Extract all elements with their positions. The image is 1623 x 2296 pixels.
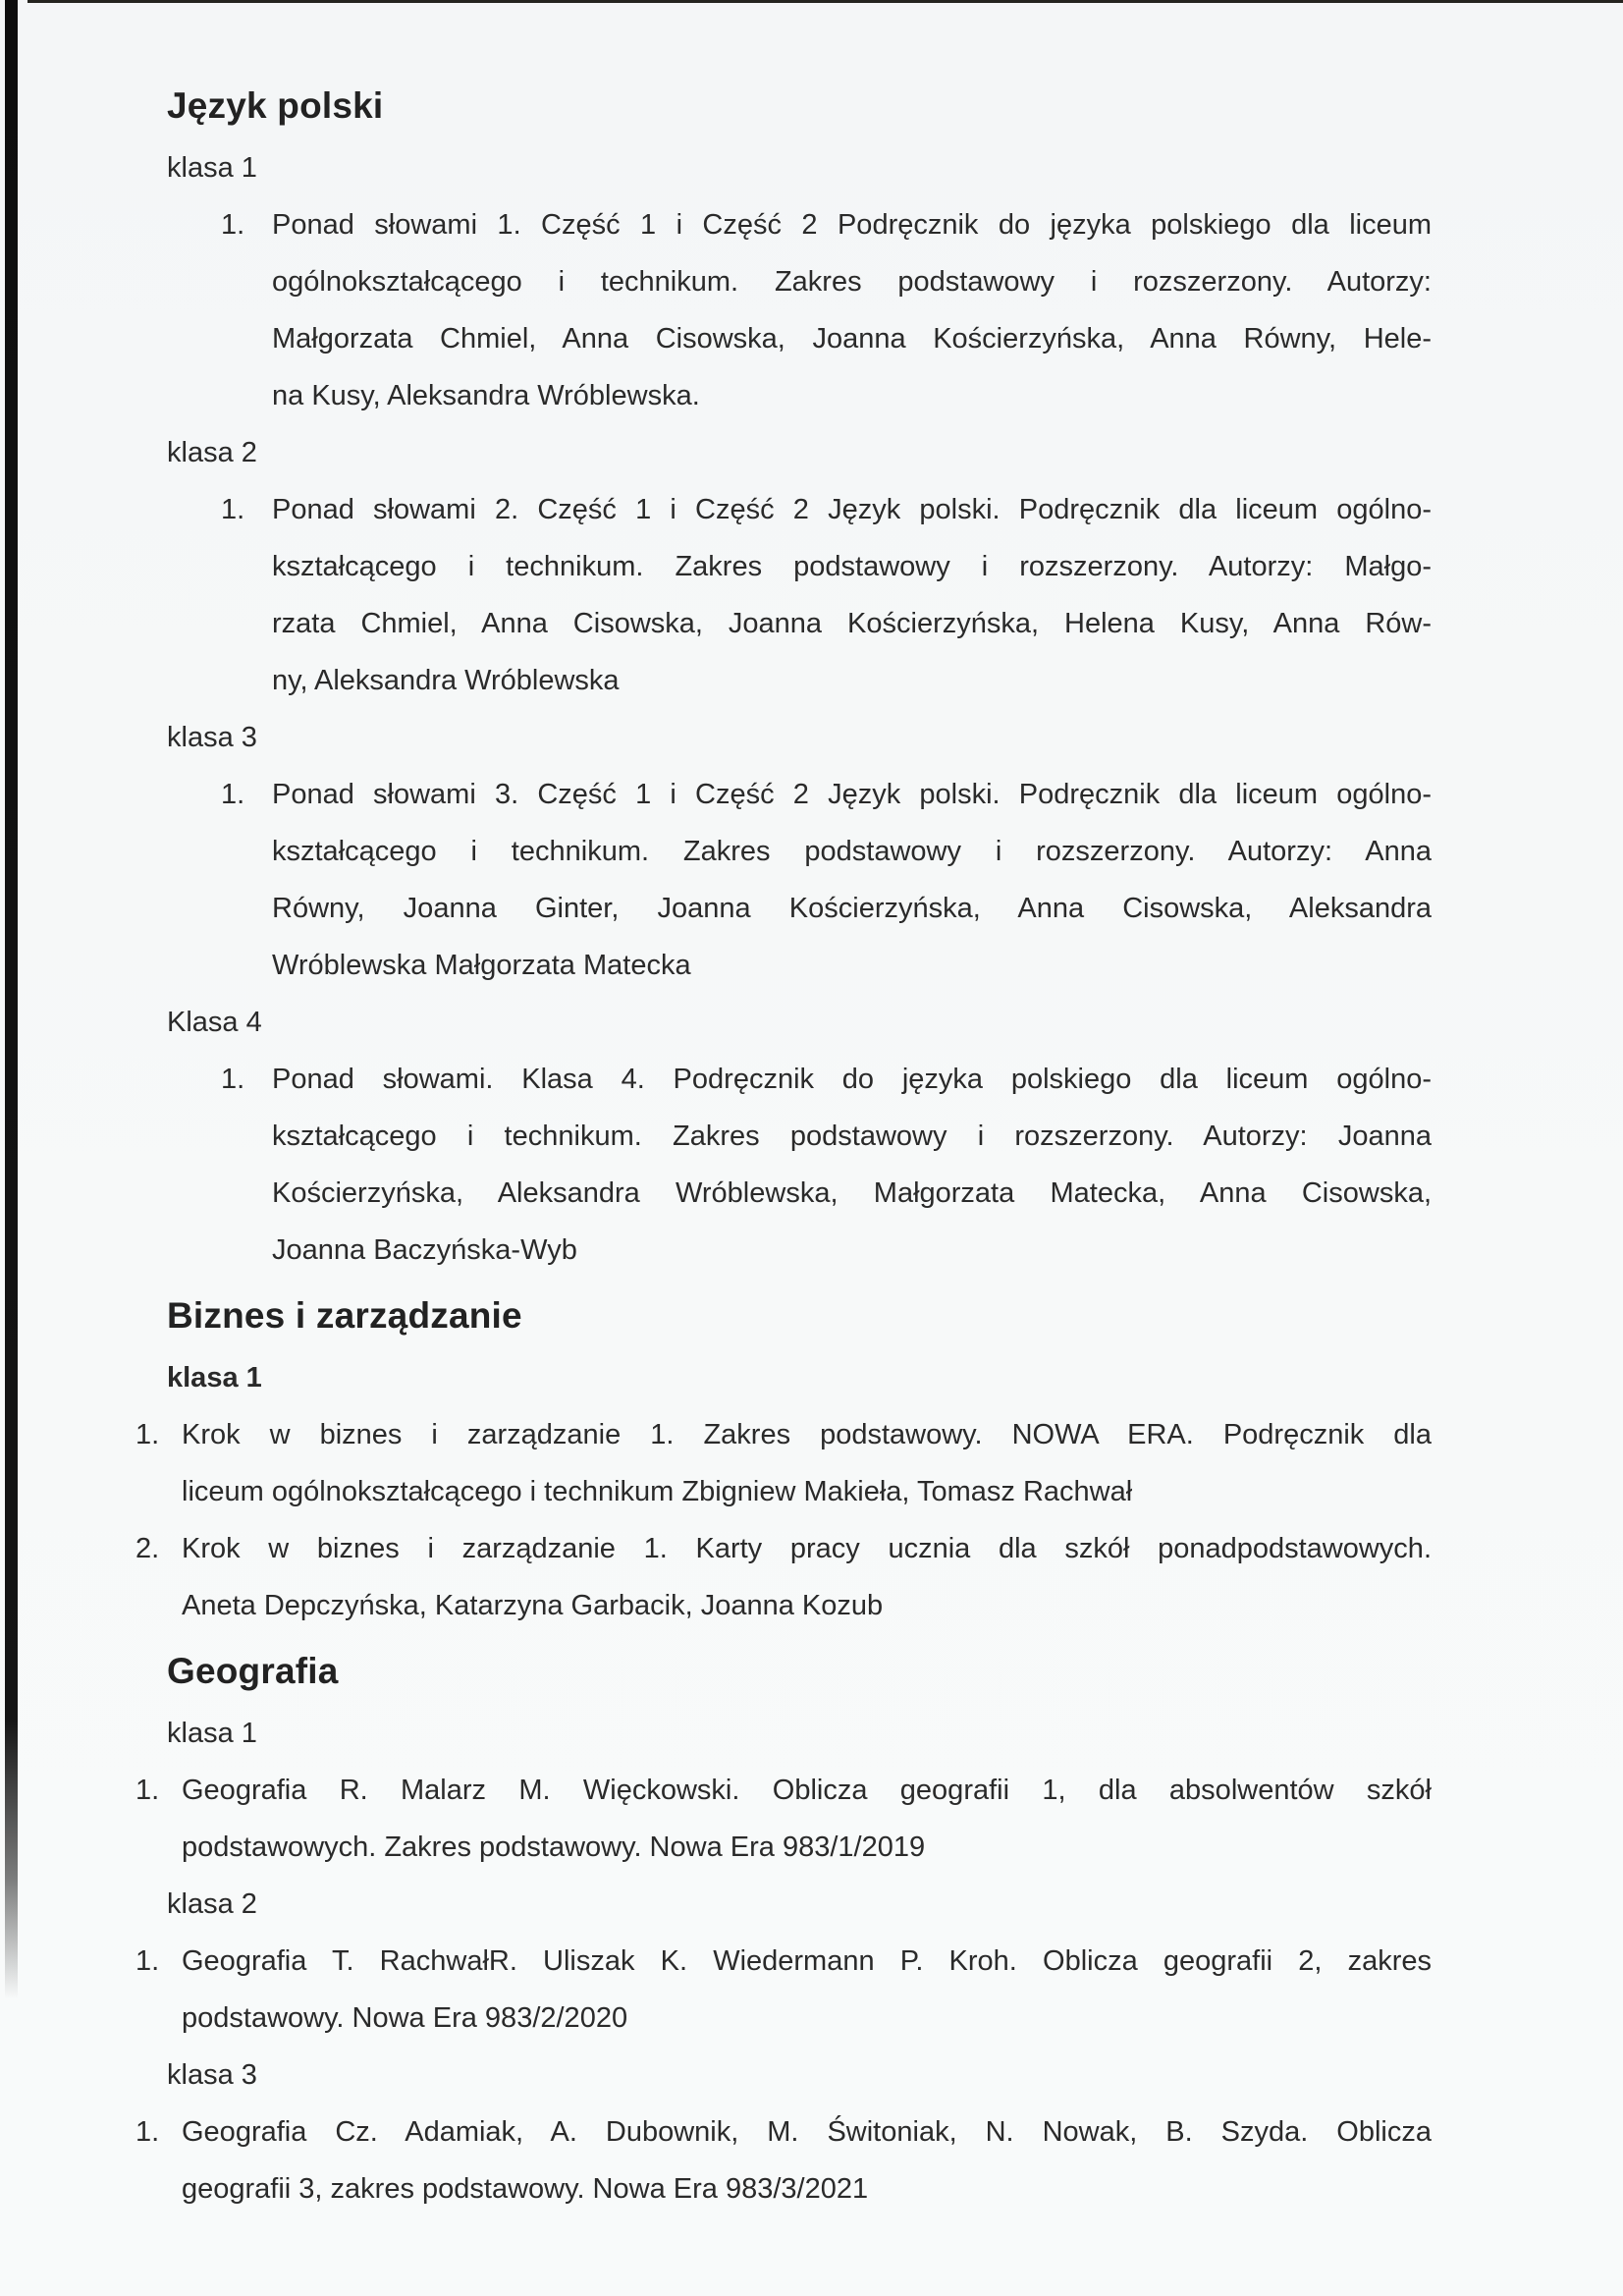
book-entry-line: Aneta Depczyńska, Katarzyna Garbacik, Joanna Kozub [182,1590,884,1621]
book-list [135,1406,1432,1634]
book-entry-line: podstawowy. Nowa Era 983/2/2020 [182,2002,628,2034]
book-entry-line: Ponad słowami 1. Część 1 i Część 2 Podręcznik do języka polskiego dla liceum [272,209,1432,241]
book-entry-line: Kościerzyńska, Aleksandra Wróblewska, Małgorzata Matecka, Anna Cisowska, [272,1177,1432,1209]
book-entry-line: Geografia R. Malarz M. Więckowski. Oblicza geografii 1, dla absolwentów szkół [182,1775,1432,1806]
book-entry [135,1520,1432,1634]
book-list [167,481,1432,709]
class-label: klasa 1 [167,1718,257,1749]
class-label: Klasa 4 [167,1007,262,1038]
list-number: 1. [135,1775,160,1806]
book-entry-line: Małgorzata Chmiel, Anna Cisowska, Joanna Kościerzyńska, Anna Równy, Hele- [272,323,1432,355]
book-entry-line: Geografia Cz. Adamiak, A. Dubownik, M. Świtoniak, N. Nowak, B. Szyda. Oblicza [182,2116,1432,2148]
book-entry [135,1406,1432,1520]
book-entry-line: ogólnokształcącego i technikum. Zakres podstawowy i rozszerzony. Autorzy: [272,266,1432,298]
class-label: klasa 1 [167,152,257,184]
list-number: 2. [135,1533,160,1564]
book-list [135,2104,1432,2217]
book-entry [167,766,1432,994]
book-entry-line: kształcącego i technikum. Zakres podstawowy i rozszerzony. Autorzy: Anna [272,836,1432,867]
book-entry-line: Ponad słowami 2. Część 1 i Część 2 Język polski. Podręcznik dla liceum ogólno- [272,494,1432,525]
book-entry-line: Ponad słowami. Klasa 4. Podręcznik do języka polskiego dla liceum ogólno- [272,1064,1432,1095]
book-entry [167,1051,1432,1279]
book-list [167,1051,1432,1279]
book-entry [135,1933,1432,2047]
book-entry-line: Joanna Baczyńska-Wyb [272,1234,577,1266]
list-number: 1. [221,1064,245,1095]
book-entry-line: na Kusy, Aleksandra Wróblewska. [272,380,700,411]
book-list [167,766,1432,994]
book-list [135,1762,1432,1876]
book-entry [135,2104,1432,2217]
book-list [167,196,1432,424]
book-entry-line: Krok w biznes i zarządzanie 1. Karty pracy ucznia dla szkół ponadpodstawowych. [182,1533,1432,1564]
section-heading-biznes: Biznes i zarządzanie [167,1295,522,1336]
list-number: 1. [221,494,245,525]
class-label: klasa 2 [167,1888,257,1920]
section-heading-geografia: Geografia [167,1651,339,1691]
book-entry-line: rzata Chmiel, Anna Cisowska, Joanna Kościerzyńska, Helena Kusy, Anna Rów- [272,608,1432,639]
book-entry [167,481,1432,709]
book-list [135,1933,1432,2047]
book-entry [167,196,1432,424]
list-number: 1. [135,1419,160,1450]
list-number: 1. [221,779,245,810]
book-entry-line: Krok w biznes i zarządzanie 1. Zakres podstawowy. NOWA ERA. Podręcznik dla [182,1419,1432,1450]
class-label: klasa 3 [167,722,257,753]
list-number: 1. [135,1945,160,1977]
class-label: klasa 3 [167,2059,257,2091]
book-entry-line: kształcącego i technikum. Zakres podstawowy i rozszerzony. Autorzy: Joanna [272,1121,1432,1152]
book-entry-line: Wróblewska Małgorzata Matecka [272,950,691,981]
class-label: klasa 2 [167,437,257,468]
book-entry-line: kształcącego i technikum. Zakres podstawowy i rozszerzony. Autorzy: Małgo- [272,551,1432,582]
book-entry-line: liceum ogólnokształcącego i technikum Zbigniew Makieła, Tomasz Rachwał [182,1476,1133,1507]
book-entry-line: geografii 3, zakres podstawowy. Nowa Era 983/3/2021 [182,2173,869,2205]
book-entry [135,1762,1432,1876]
book-entry-line: podstawowych. Zakres podstawowy. Nowa Era 983/1/2019 [182,1831,926,1863]
book-entry-line: Geografia T. RachwałR. Uliszak K. Wiedermann P. Kroh. Oblicza geografii 2, zakres [182,1945,1432,1977]
class-label: klasa 1 [167,1362,262,1394]
section-heading-jezyk-polski: Język polski [167,85,384,126]
list-number: 1. [221,209,245,241]
list-number: 1. [135,2116,160,2148]
book-entry-line: Ponad słowami 3. Część 1 i Część 2 Język polski. Podręcznik dla liceum ogólno- [272,779,1432,810]
book-entry-line: Równy, Joanna Ginter, Joanna Kościerzyńska, Anna Cisowska, Aleksandra [272,893,1432,924]
book-entry-line: ny, Aleksandra Wróblewska [272,665,620,696]
